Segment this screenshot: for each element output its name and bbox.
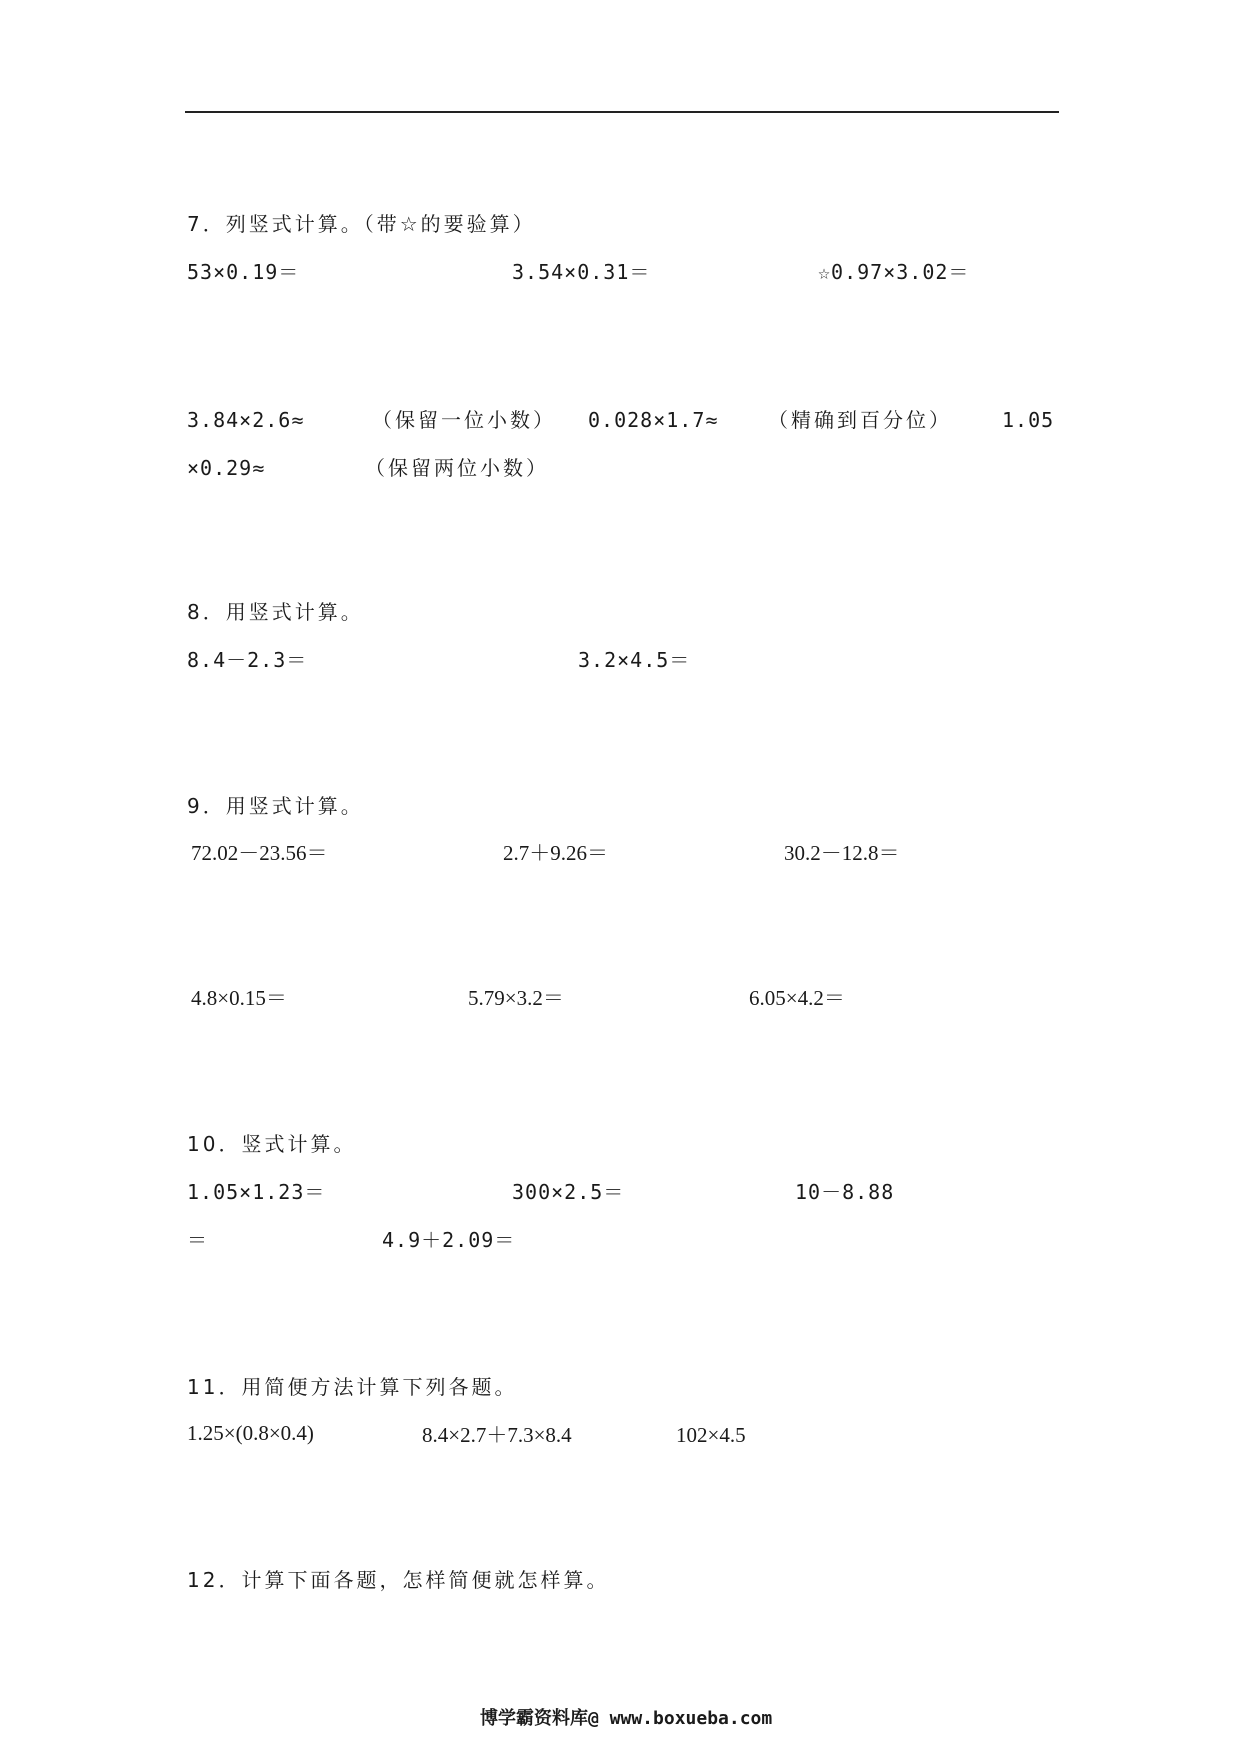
q7-expr-1: 53×0.19＝ [187, 260, 300, 284]
q10-expr-2: 300×2.5＝ [512, 1180, 625, 1204]
q11-expr-1: 1.25×(0.8×0.4) [187, 1421, 314, 1445]
q8-title: 8．用竖式计算。 [187, 600, 364, 624]
q9-expr-6: 6.05×4.2＝ [749, 986, 845, 1010]
q7-title: 7．列竖式计算。（带☆的要验算） [187, 212, 536, 236]
q9-expr-1: 72.02－23.56＝ [191, 841, 328, 865]
header-rule [185, 111, 1059, 113]
q9-expr-5: 5.79×3.2＝ [468, 986, 564, 1010]
q7-expr-2: 3.54×0.31＝ [512, 260, 651, 284]
q7-expr-6-start: 1.05 [1002, 408, 1055, 432]
footer-watermark: 博学霸资料库@ www.boxueba.com [480, 1708, 773, 1729]
q7-note-3: （保留两位小数） [365, 456, 549, 480]
q7-expr-4: 3.84×2.6≈ [187, 408, 305, 432]
q7-expr-6-end: ×0.29≈ [187, 456, 266, 480]
q10-expr-3-start: 10－8.88 [795, 1180, 895, 1204]
q9-expr-4: 4.8×0.15＝ [191, 986, 287, 1010]
q10-title: 10．竖式计算。 [187, 1132, 357, 1156]
q10-expr-1: 1.05×1.23＝ [187, 1180, 326, 1204]
q10-expr-4: 4.9＋2.09＝ [382, 1228, 516, 1252]
q11-expr-3: 102×4.5 [676, 1423, 746, 1447]
q8-expr-2: 3.2×4.5＝ [578, 648, 691, 672]
q9-title: 9．用竖式计算。 [187, 794, 364, 818]
q7-note-2: （精确到百分位） [768, 408, 952, 432]
q11-expr-2: 8.4×2.7＋7.3×8.4 [422, 1423, 572, 1447]
q11-title: 11．用简便方法计算下列各题。 [187, 1375, 518, 1399]
q7-expr-5: 0.028×1.7≈ [588, 408, 719, 432]
q7-note-1: （保留一位小数） [372, 408, 556, 432]
q12-title: 12．计算下面各题，怎样简便就怎样算。 [187, 1568, 610, 1592]
q9-expr-2: 2.7＋9.26＝ [503, 841, 608, 865]
q7-expr-3: ☆0.97×3.02＝ [818, 260, 970, 284]
q8-expr-1: 8.4－2.3＝ [187, 648, 308, 672]
q10-expr-3-end: ＝ [187, 1228, 208, 1252]
q9-expr-3: 30.2－12.8＝ [784, 841, 900, 865]
